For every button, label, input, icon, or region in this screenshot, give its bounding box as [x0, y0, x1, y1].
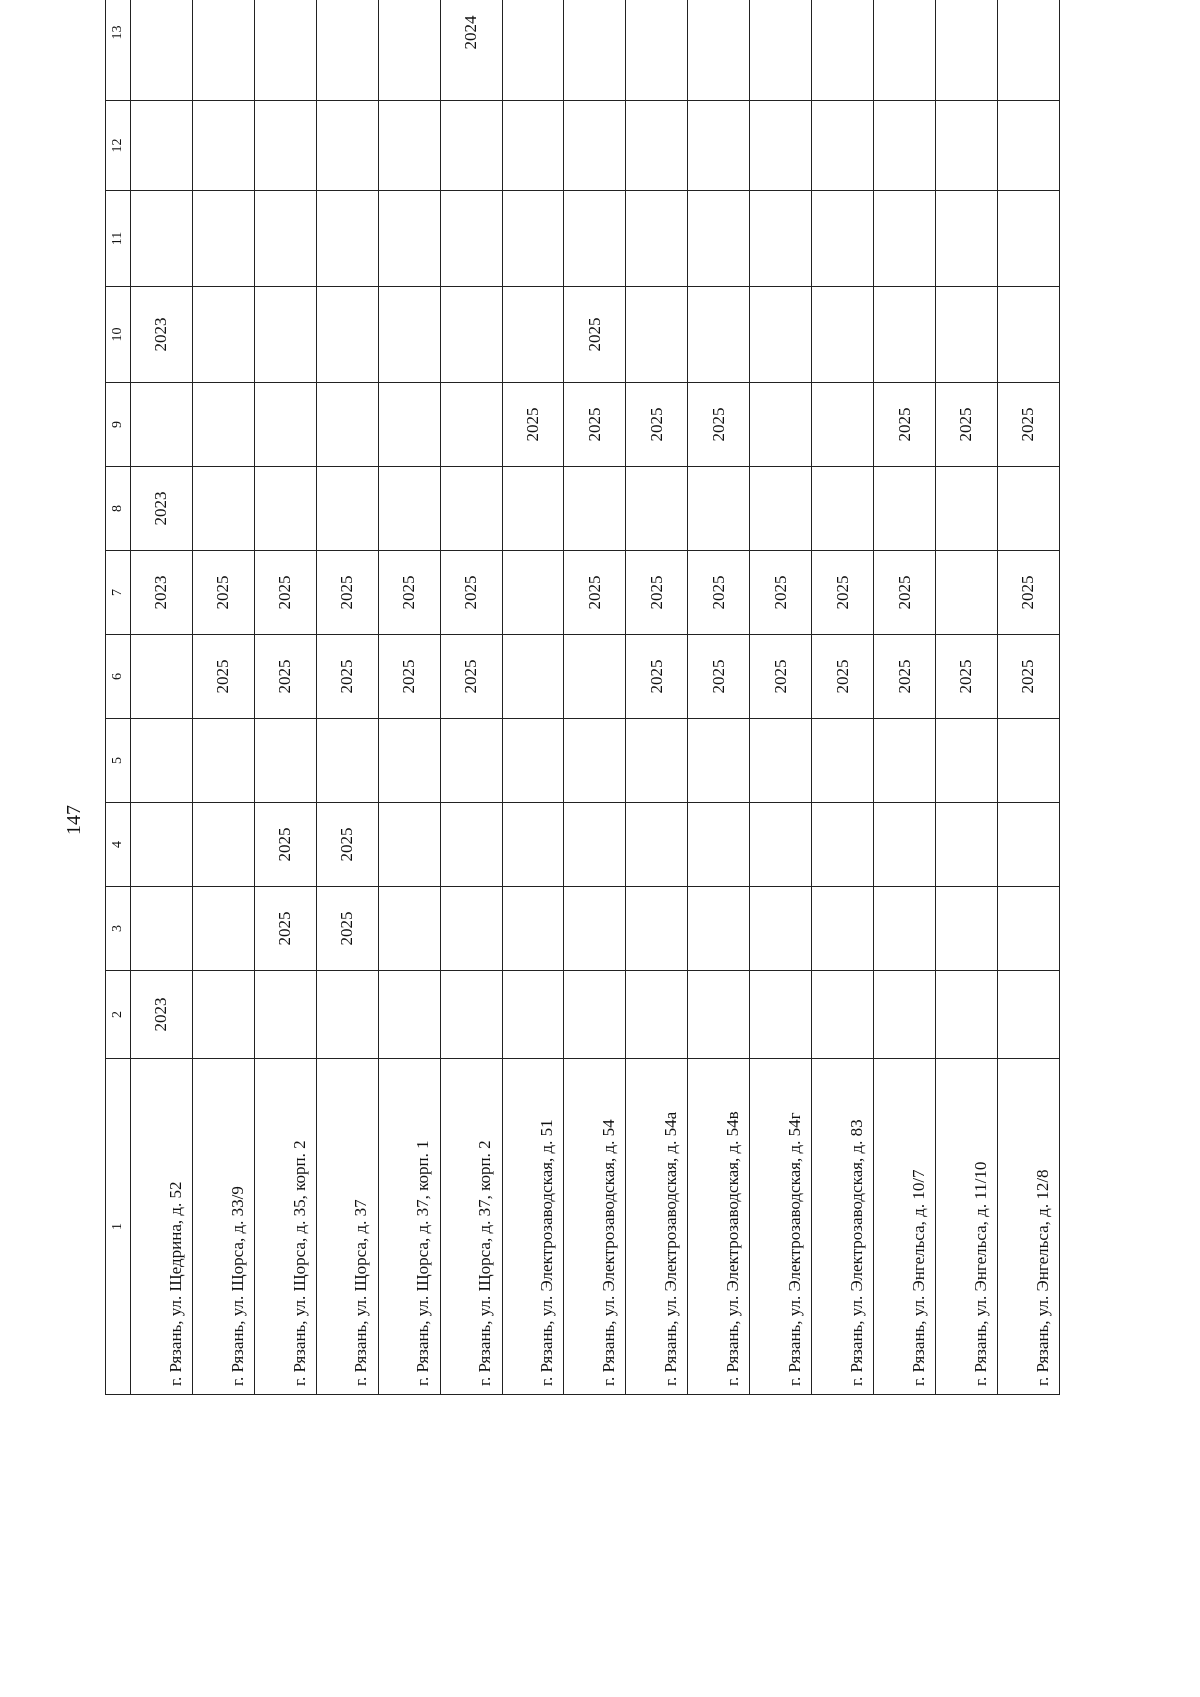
- year-cell: [874, 803, 936, 887]
- year-cell: [935, 287, 997, 383]
- year-cell: [378, 0, 440, 101]
- year-cell: [254, 0, 316, 101]
- year-cell: [626, 971, 688, 1059]
- year-cell: [812, 101, 874, 191]
- year-cell: [997, 971, 1059, 1059]
- year-cell: [564, 803, 626, 887]
- table-row: [688, 0, 750, 1395]
- table-row: [192, 0, 254, 1395]
- year-cell: [502, 0, 564, 101]
- address-cell: г. Рязань, ул. Энгельса, д. 10/7: [874, 1059, 936, 1395]
- year-cell: [502, 191, 564, 287]
- year-cell: [626, 287, 688, 383]
- year-cell: 2025: [254, 803, 316, 887]
- column-header-13: 13: [106, 0, 131, 101]
- address-cell: г. Рязань, ул. Энгельса, д. 11/10: [935, 1059, 997, 1395]
- year-cell: [874, 971, 936, 1059]
- table-row: [502, 0, 564, 1395]
- year-cell: [688, 101, 750, 191]
- year-cell: [440, 887, 502, 971]
- year-cell: [440, 719, 502, 803]
- year-cell: [997, 803, 1059, 887]
- rotated-table-container: [105, 15, 1060, 1395]
- address-cell: г. Рязань, ул. Щорса, д. 37: [316, 1059, 378, 1395]
- year-cell: 2023: [131, 467, 193, 551]
- table-row: [131, 0, 193, 1395]
- year-cell: [626, 887, 688, 971]
- address-cell: г. Рязань, ул. Электрозаводская, д. 51: [502, 1059, 564, 1395]
- year-cell: [935, 551, 997, 635]
- year-cell: [192, 887, 254, 971]
- year-cell: [997, 191, 1059, 287]
- year-cell: [564, 191, 626, 287]
- year-cell: [440, 971, 502, 1059]
- year-cell: [935, 719, 997, 803]
- year-cell: 2025: [688, 635, 750, 719]
- year-cell: [626, 101, 688, 191]
- year-cell: [812, 383, 874, 467]
- year-cell: 2025: [316, 887, 378, 971]
- year-cell: [997, 719, 1059, 803]
- year-cell: [750, 467, 812, 551]
- year-cell: [997, 0, 1059, 101]
- year-cell: [502, 287, 564, 383]
- year-cell: 2025: [254, 551, 316, 635]
- year-cell: [131, 803, 193, 887]
- year-cell: [750, 101, 812, 191]
- year-cell: [254, 719, 316, 803]
- year-cell: [192, 383, 254, 467]
- year-cell: [192, 287, 254, 383]
- year-cell: 2025: [564, 551, 626, 635]
- year-cell: 2025: [997, 635, 1059, 719]
- year-cell: [316, 383, 378, 467]
- year-cell: [316, 971, 378, 1059]
- table-row: [378, 0, 440, 1395]
- table-row: [874, 0, 936, 1395]
- year-cell: [935, 0, 997, 101]
- year-cell: [935, 887, 997, 971]
- year-cell: [626, 719, 688, 803]
- year-cell: [378, 287, 440, 383]
- column-header-7: 7: [106, 551, 131, 635]
- year-cell: [688, 191, 750, 287]
- year-cell: [997, 101, 1059, 191]
- year-cell: 2025: [440, 635, 502, 719]
- year-cell: [378, 467, 440, 551]
- address-cell: г. Рязань, ул. Щедрина, д. 52: [131, 1059, 193, 1395]
- year-cell: [874, 719, 936, 803]
- year-cell: [750, 0, 812, 101]
- year-cell: 2025: [564, 383, 626, 467]
- year-cell: [131, 101, 193, 191]
- column-header-2: 2: [106, 971, 131, 1059]
- year-cell: [131, 719, 193, 803]
- year-cell: [564, 101, 626, 191]
- year-cell: [316, 0, 378, 101]
- year-cell: [254, 383, 316, 467]
- year-cell: [812, 887, 874, 971]
- year-cell: [812, 287, 874, 383]
- table-row: [440, 0, 502, 1395]
- column-header-11: 11: [106, 191, 131, 287]
- year-cell: 2025: [254, 635, 316, 719]
- year-cell: 2025: [316, 551, 378, 635]
- year-cell: [935, 191, 997, 287]
- year-cell: [564, 887, 626, 971]
- year-cell: 2025: [935, 383, 997, 467]
- column-header-9: 9: [106, 383, 131, 467]
- table-row: [997, 0, 1059, 1395]
- address-cell: г. Рязань, ул. Электрозаводская, д. 54в: [688, 1059, 750, 1395]
- address-cell: г. Рязань, ул. Щорса, д. 37, корп. 1: [378, 1059, 440, 1395]
- year-cell: [626, 803, 688, 887]
- year-cell: [440, 467, 502, 551]
- address-cell: г. Рязань, ул. Щорса, д. 33/9: [192, 1059, 254, 1395]
- year-cell: [131, 0, 193, 101]
- year-cell: [750, 383, 812, 467]
- year-cell: [874, 467, 936, 551]
- year-cell: 2025: [626, 635, 688, 719]
- year-cell: 2023: [131, 551, 193, 635]
- year-cell: [564, 0, 626, 101]
- year-cell: [502, 887, 564, 971]
- column-header-3: 3: [106, 887, 131, 971]
- year-cell: [502, 719, 564, 803]
- page-number: 147: [63, 805, 85, 835]
- year-cell: [935, 803, 997, 887]
- year-cell: [502, 101, 564, 191]
- year-cell: 2025: [997, 551, 1059, 635]
- year-cell: [378, 101, 440, 191]
- year-cell: [131, 191, 193, 287]
- year-cell: [564, 467, 626, 551]
- column-header-1: 1: [106, 1059, 131, 1395]
- year-cell: [254, 467, 316, 551]
- year-cell: [688, 887, 750, 971]
- table-row: [935, 0, 997, 1395]
- year-cell: 2025: [626, 551, 688, 635]
- address-cell: г. Рязань, ул. Электрозаводская, д. 54: [564, 1059, 626, 1395]
- year-cell: [440, 191, 502, 287]
- year-cell: 2025: [626, 383, 688, 467]
- address-cell: г. Рязань, ул. Электрозаводская, д. 54а: [626, 1059, 688, 1395]
- table-body: [131, 0, 1060, 1395]
- year-cell: [316, 101, 378, 191]
- table-row: [316, 0, 378, 1395]
- year-cell: [750, 887, 812, 971]
- address-cell: г. Рязань, ул. Энгельса, д. 12/8: [997, 1059, 1059, 1395]
- year-cell: [750, 803, 812, 887]
- year-cell: [131, 887, 193, 971]
- year-cell: [502, 551, 564, 635]
- year-cell: [440, 383, 502, 467]
- table-row: [626, 0, 688, 1395]
- year-cell: [688, 0, 750, 101]
- year-cell: [192, 719, 254, 803]
- year-cell: 2025: [192, 551, 254, 635]
- table-row: [254, 0, 316, 1395]
- year-cell: 2025: [316, 803, 378, 887]
- year-cell: [440, 803, 502, 887]
- column-header-4: 4: [106, 803, 131, 887]
- year-cell: [378, 887, 440, 971]
- year-cell: [502, 803, 564, 887]
- year-cell: [316, 191, 378, 287]
- year-cell: [316, 719, 378, 803]
- year-cell: 2023: [131, 287, 193, 383]
- year-cell: [502, 467, 564, 551]
- year-cell: [378, 191, 440, 287]
- year-cell: [874, 0, 936, 101]
- year-cell: [935, 467, 997, 551]
- year-cell: [440, 287, 502, 383]
- year-cell: [750, 191, 812, 287]
- year-cell: [626, 0, 688, 101]
- year-cell: 2025: [688, 383, 750, 467]
- year-cell: [564, 719, 626, 803]
- address-cell: г. Рязань, ул. Щорса, д. 37, корп. 2: [440, 1059, 502, 1395]
- year-cell: [750, 971, 812, 1059]
- schedule-table: [105, 0, 1060, 1395]
- year-cell: [378, 719, 440, 803]
- year-cell: [812, 803, 874, 887]
- year-cell: [502, 635, 564, 719]
- year-cell: 2025: [378, 551, 440, 635]
- year-cell: 2023: [131, 971, 193, 1059]
- year-cell: [688, 719, 750, 803]
- year-cell: [564, 635, 626, 719]
- year-cell: [378, 803, 440, 887]
- year-cell: [192, 971, 254, 1059]
- year-cell: [997, 467, 1059, 551]
- year-cell: 2025: [378, 635, 440, 719]
- year-cell: [997, 887, 1059, 971]
- year-cell: [935, 971, 997, 1059]
- year-cell: [254, 101, 316, 191]
- column-header-6: 6: [106, 635, 131, 719]
- column-header-5: 5: [106, 719, 131, 803]
- year-cell: [626, 191, 688, 287]
- year-cell: 2025: [874, 383, 936, 467]
- year-cell: [750, 719, 812, 803]
- year-cell: 2025: [440, 551, 502, 635]
- year-cell: [688, 287, 750, 383]
- year-cell: [254, 287, 316, 383]
- year-cell: 2025: [812, 551, 874, 635]
- year-cell: 2025: [750, 635, 812, 719]
- year-cell: 2025: [874, 635, 936, 719]
- year-cell: 2025: [316, 635, 378, 719]
- year-cell: [626, 467, 688, 551]
- year-cell: [812, 467, 874, 551]
- year-cell: 2025: [192, 635, 254, 719]
- year-cell: 2024: [440, 0, 502, 101]
- year-cell: [688, 971, 750, 1059]
- year-cell: [192, 467, 254, 551]
- year-cell: [254, 191, 316, 287]
- year-cell: [874, 887, 936, 971]
- year-cell: [131, 635, 193, 719]
- year-cell: [688, 467, 750, 551]
- year-cell: 2025: [874, 551, 936, 635]
- year-cell: [192, 0, 254, 101]
- address-cell: г. Рязань, ул. Щорса, д. 35, корп. 2: [254, 1059, 316, 1395]
- year-cell: [502, 971, 564, 1059]
- year-cell: [254, 971, 316, 1059]
- year-cell: [812, 971, 874, 1059]
- table-row: [564, 0, 626, 1395]
- year-cell: [812, 719, 874, 803]
- year-cell: [997, 287, 1059, 383]
- address-cell: г. Рязань, ул. Электрозаводская, д. 54г: [750, 1059, 812, 1395]
- year-cell: 2025: [254, 887, 316, 971]
- year-cell: [812, 191, 874, 287]
- year-cell: [192, 101, 254, 191]
- year-cell: [316, 287, 378, 383]
- year-cell: [192, 803, 254, 887]
- year-cell: 2025: [688, 551, 750, 635]
- table-row: [750, 0, 812, 1395]
- column-header-10: 10: [106, 287, 131, 383]
- year-cell: [440, 101, 502, 191]
- year-cell: [192, 191, 254, 287]
- year-cell: [874, 101, 936, 191]
- year-cell: [812, 0, 874, 101]
- column-header-12: 12: [106, 101, 131, 191]
- year-cell: 2025: [750, 551, 812, 635]
- year-cell: [564, 971, 626, 1059]
- year-cell: 2025: [935, 635, 997, 719]
- table-row: [812, 0, 874, 1395]
- header-row: [106, 0, 131, 1395]
- year-cell: [378, 971, 440, 1059]
- year-cell: [688, 803, 750, 887]
- year-cell: [935, 101, 997, 191]
- year-cell: [378, 383, 440, 467]
- year-cell: 2025: [502, 383, 564, 467]
- year-cell: [874, 191, 936, 287]
- address-cell: г. Рязань, ул. Электрозаводская, д. 83: [812, 1059, 874, 1395]
- year-cell: [750, 287, 812, 383]
- year-cell: [874, 287, 936, 383]
- year-cell: 2025: [997, 383, 1059, 467]
- year-cell: [316, 467, 378, 551]
- year-cell: 2025: [812, 635, 874, 719]
- year-cell: [131, 383, 193, 467]
- column-header-8: 8: [106, 467, 131, 551]
- year-cell: 2025: [564, 287, 626, 383]
